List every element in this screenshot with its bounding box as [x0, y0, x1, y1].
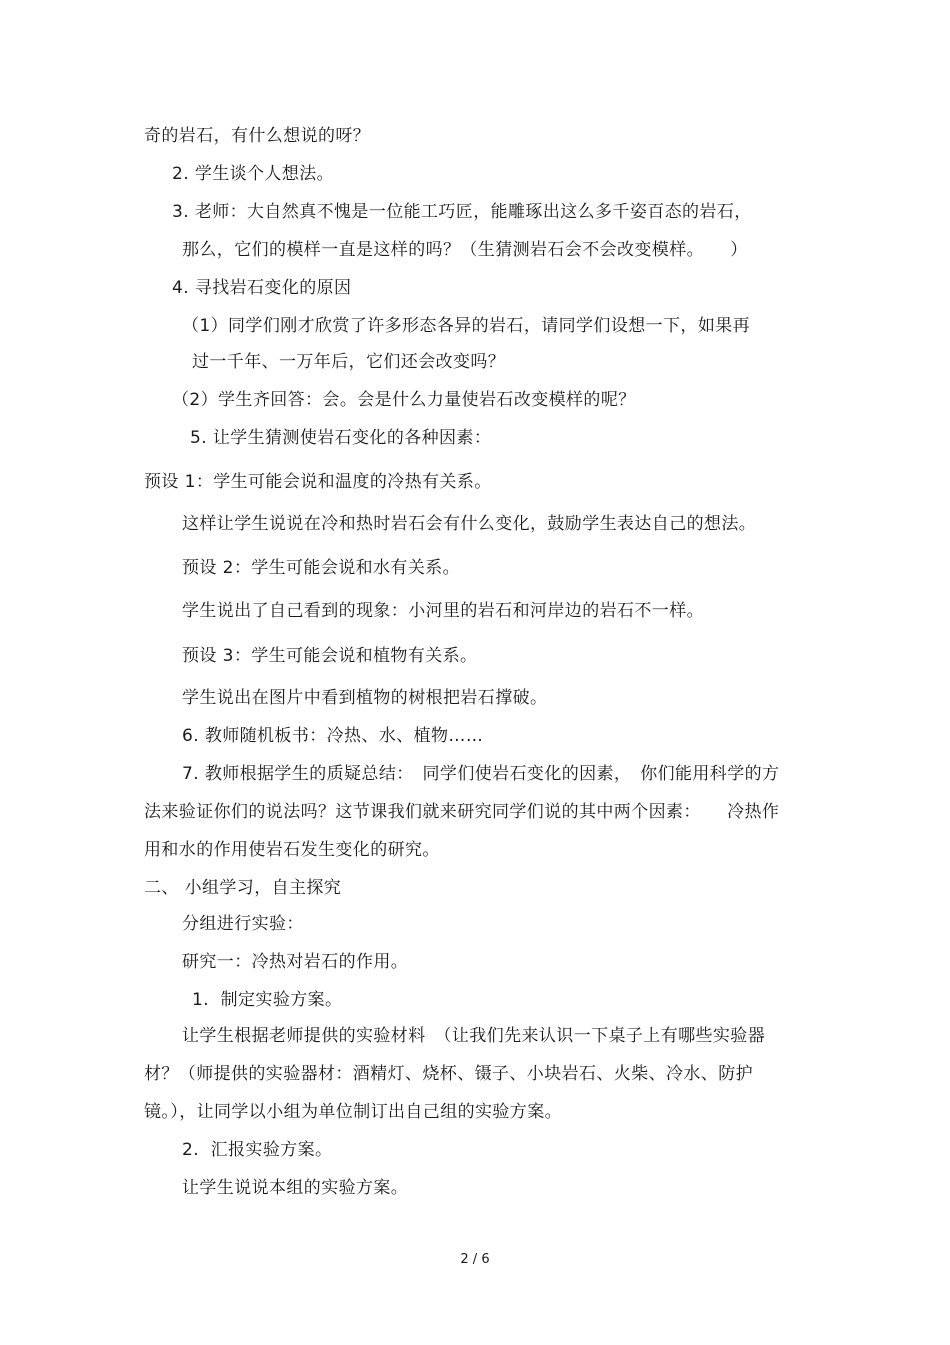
text-line: 让学生说说本组的实验方案。 [182, 1178, 409, 1198]
text-line: 学生说出了自己看到的现象：小河里的岩石和河岸边的岩石不一样。 [182, 601, 704, 621]
page-number: 2 / 6 [460, 1252, 490, 1267]
text-line: 分组进行实验： [182, 914, 304, 934]
text-line: 1. 制定实验方案。 [192, 990, 343, 1010]
text-line: 6. 教师随机板书：冷热、水、植物…… [182, 726, 484, 746]
text-line: （1）同学们刚才欣赏了许多形态各异的岩石，请同学们设想一下，如果再 [182, 316, 751, 336]
text-line: 法来验证你们的说法吗？这节课我们就来研究同学们说的其中两个因素： 冷热作 [144, 802, 780, 822]
text-line: 学生说出在图片中看到植物的树根把岩石撑破。 [182, 688, 548, 708]
text-line: 这样让学生说说在冷和热时岩石会有什么变化，鼓励学生表达自己的想法。 [182, 514, 757, 534]
text-line: 材？（师提供的实验器材：酒精灯、烧杯、镊子、小块岩石、火柴、冷水、防护 [144, 1064, 753, 1084]
text-line: 4. 寻找岩石变化的原因 [172, 278, 352, 298]
text-line: 预设 2：学生可能会说和水有关系。 [182, 558, 461, 578]
text-line: 过一千年、一万年后，它们还会改变吗？ [192, 352, 506, 372]
text-line: 3. 老师：大自然真不愧是一位能工巧匠，能雕琢出这么多千姿百态的岩石， [172, 202, 752, 222]
text-line: 让学生根据老师提供的实验材料 （让我们先来认识一下桌子上有哪些实验器 [182, 1026, 766, 1046]
section-heading: 二、 小组学习，自主探究 [144, 878, 342, 898]
text-line: 7. 教师根据学生的质疑总结： 同学们使岩石变化的因素， 你们能用科学的方 [182, 764, 780, 784]
text-line: 预设 1：学生可能会说和温度的冷热有关系。 [144, 472, 492, 492]
text-line: 预设 3：学生可能会说和植物有关系。 [182, 646, 478, 666]
text-line: 镜。），让同学以小组为单位制订出自己组的实验方案。 [144, 1102, 562, 1122]
text-line: 那么，它们的模样一直是这样的吗？（生猜测岩石会不会改变模样。 ） [182, 240, 748, 260]
text-line: （2）学生齐回答：会。会是什么力量使岩石改变模样的呢？ [172, 390, 636, 410]
text-line: 2. 学生谈个人想法。 [172, 164, 335, 184]
text-line: 奇的岩石，有什么想说的呀？ [144, 126, 371, 146]
text-line: 2. 汇报实验方案。 [182, 1140, 333, 1160]
text-line: 用和水的作用使岩石发生变化的研究。 [144, 840, 440, 860]
text-line: 5. 让学生猜测使岩石变化的各种因素： [190, 428, 492, 448]
text-line: 研究一：冷热对岩石的作用。 [182, 952, 409, 972]
